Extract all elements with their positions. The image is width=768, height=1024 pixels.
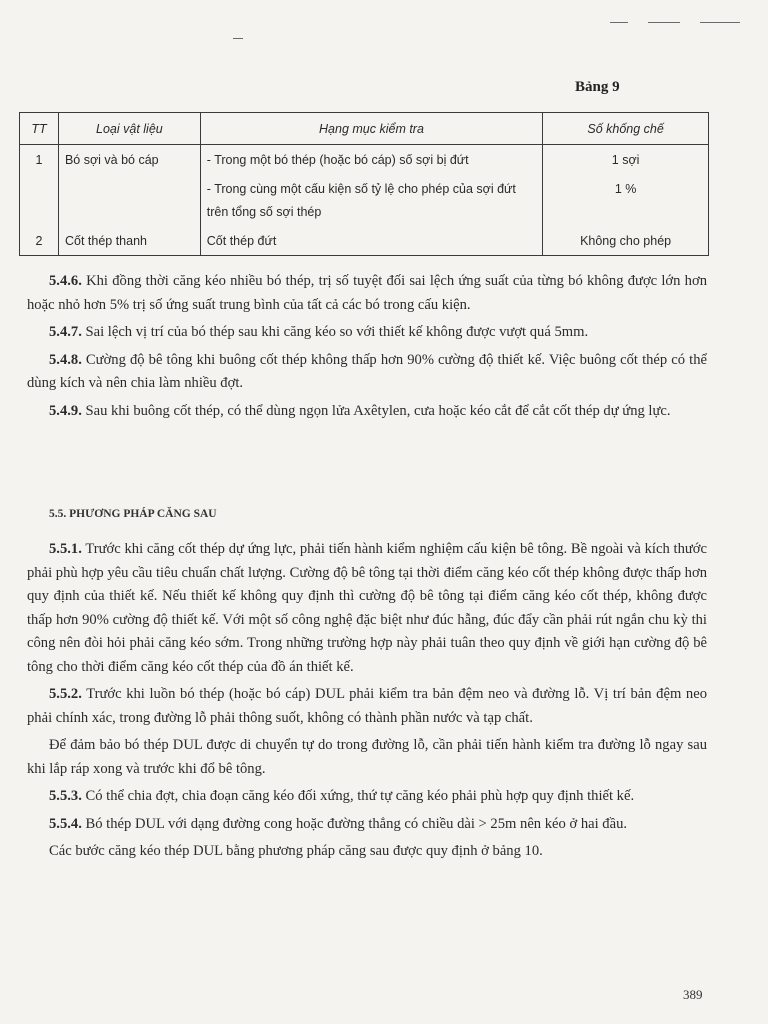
table-row	[20, 145, 709, 175]
clause-number: 5.5.1.	[49, 541, 82, 557]
inspection-item: - Trong cùng một cấu kiện số tỷ lệ cho phép của sợi đứt trên tổng số sợi thép	[200, 174, 542, 226]
scan-artifact	[610, 22, 628, 23]
row-number: 1	[20, 145, 59, 227]
row-number: 2	[20, 226, 59, 256]
header-tt: TT	[20, 113, 59, 145]
paragraph-5-5-4-cont	[27, 840, 707, 864]
material-cell: Cốt thép thanh	[58, 226, 200, 256]
paragraph-5-4-9	[27, 400, 707, 424]
scan-artifact	[233, 38, 243, 39]
clause-number: 5.5.4.	[49, 815, 82, 832]
header-material: Loại vật liệu	[58, 113, 200, 145]
clause-text: Cường độ bê tông khi buông cốt thép không thấp hơn 90% cường độ thiết kế. Việc buông cốt thép có thể dùng kích và nên chia làm nhiều đợt.	[27, 351, 707, 391]
clause-text: Bó thép DUL với dạng đường cong hoặc đường thẳng có chiều dài > 25m nên kéo ở hai đầu.	[81, 815, 628, 832]
inspection-table	[19, 112, 709, 256]
table-row	[20, 226, 709, 256]
paragraph-5-4-7	[27, 321, 707, 345]
clause-number: 5.4.7.	[49, 324, 82, 340]
inspection-item: - Trong một bó thép (hoặc bó cáp) số sợi bị đứt	[200, 145, 542, 175]
paragraph-5-5-4	[27, 813, 707, 837]
paragraph-5-4-8	[27, 349, 707, 396]
table-title: Bảng 9	[575, 79, 620, 95]
scan-artifact	[648, 22, 680, 23]
header-inspection-item: Hạng mục kiểm tra	[200, 113, 542, 145]
paragraph-block-5-5	[27, 538, 707, 864]
clause-text: Sau khi buông cốt thép, có thể dùng ngọn lửa Axêtylen, cưa hoặc kéo cắt để cắt cốt thép dự ứng lực.	[81, 402, 671, 419]
clause-text: Sai lệch vị trí của bó thép sau khi căng kéo so với thiết kế không được vượt quá 5mm.	[81, 324, 589, 340]
section-heading: 5.5. PHƯƠNG PHÁP CĂNG SAU	[49, 508, 217, 520]
limit-value: Không cho phép	[543, 226, 709, 256]
clause-text: Có thể chia đợt, chia đoạn căng kéo đối xứng, thứ tự căng kéo phải phù hợp quy định thiết kế.	[81, 788, 635, 804]
header-control-limit: Số khống chế	[543, 113, 709, 145]
clause-text: Để đảm bảo bó thép DUL được di chuyển tự do trong đường lỗ, cần phải tiến hành kiểm tra đường lỗ ngay sau khi lắp ráp xong và trước khi đổ bê tông.	[27, 737, 707, 777]
paragraph-5-5-2	[27, 683, 707, 730]
paragraph-5-4-6	[27, 270, 707, 317]
paragraph-block-5-4	[27, 270, 707, 423]
paragraph-5-5-1	[27, 538, 707, 679]
clause-number: 5.5.2.	[49, 686, 82, 702]
paragraph-5-5-2-cont	[27, 734, 707, 781]
scan-artifact	[700, 22, 740, 23]
inspection-item: Cốt thép đứt	[200, 226, 542, 256]
clause-number: 5.4.8.	[49, 351, 82, 368]
clause-text: Trước khi luồn bó thép (hoặc bó cáp) DUL phải kiểm tra bản đệm neo và đường lỗ. Vị trí bản đệm neo phải chính xác, trong đường lỗ phải thông suốt, không có thành phần nước và tạp chất.	[27, 686, 707, 726]
material-cell: Bó sợi và bó cáp	[58, 145, 200, 227]
limit-value: 1 %	[543, 174, 709, 226]
page-number: 389	[683, 987, 703, 1002]
clause-text: Các bước căng kéo thép DUL bằng phương pháp căng sau được quy định ở bảng 10.	[49, 843, 543, 859]
clause-number: 5.4.9.	[49, 402, 82, 419]
clause-text: Trước khi căng cốt thép dự ứng lực, phải tiến hành kiểm nghiệm cấu kiện bê tông. Bề ngoài và kích thước phải phù hợp yêu cầu tiêu chuẩn chất lượng. Cường độ bê tông tại thời điểm căng kéo cốt thép không được thấp hơn quy định của thiết kế. Nếu thiết kế không quy định thì cường độ bê tông tại điểm căng kéo cốt thép, không được thấp hơn 90% cường độ thiết kế. Với một số công nghệ đặc biệt như đúc hẫng, đúc đẩy cần phải rút ngắn chu kỳ thi công nên đòi hỏi phải căng kéo sớm. Trong những trường hợp này phải tuân theo quy định về giới hạn cường độ bê tông cho thời điểm căng kéo cốt thép của đồ án thiết kế.	[27, 541, 707, 675]
clause-number: 5.5.3.	[49, 788, 82, 804]
paragraph-5-5-3	[27, 785, 707, 809]
clause-text: Khi đồng thời căng kéo nhiều bó thép, trị số tuyệt đối sai lệch ứng suất của từng bó không được lớn hơn hoặc nhỏ hơn 5% trị số ứng suất trung bình của tất cả các bó trong cấu kiện.	[27, 273, 707, 313]
clause-number: 5.4.6.	[49, 273, 82, 289]
limit-value: 1 sợi	[543, 145, 709, 175]
table-header-row	[20, 113, 709, 145]
